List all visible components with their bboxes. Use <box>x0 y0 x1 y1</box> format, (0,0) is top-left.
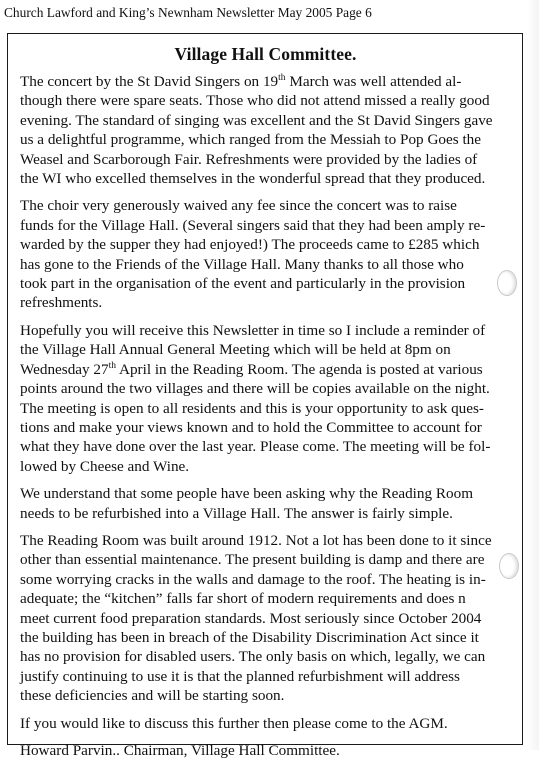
text-line: the building has been in breach of the Disability Discrimination Act since it <box>20 628 479 646</box>
text-line: has no provision for disabled users. The only basis on which, legally, we can <box>20 648 486 666</box>
paragraph-reading-room <box>20 531 511 706</box>
running-head: Church Lawford and King’s Newnham Newsletter May 2005 Page 6 <box>4 5 372 20</box>
text-line: tions and make your views known and to hold the Committee to account for <box>20 418 482 436</box>
text-line: us a delightful programme, which ranged from the Messiah to Pop Goes the <box>20 131 482 149</box>
signature <box>20 741 511 760</box>
paragraph-why-refurbish <box>20 484 511 523</box>
paragraph-concert <box>20 72 511 188</box>
text-line: needs to be refurbished into a Village Hall. The answer is fairly simple. <box>20 504 453 522</box>
paragraph-agm-reminder <box>20 321 511 476</box>
text-line: some worrying cracks in the walls and damage to the roof. The heating is in- <box>20 570 486 588</box>
text-line: If you would like to discuss this further then please come to the AGM. <box>20 714 448 732</box>
text-line: funds for the Village Hall. (Several singers said that they had been amply re- <box>20 216 486 234</box>
text-line: the Village Hall Annual General Meeting which will be held at 8pm on <box>20 341 451 359</box>
punch-hole <box>497 270 517 296</box>
text-line: Wednesday 27th April in the Reading Room. The agenda is posted at various <box>20 360 483 378</box>
scan-edge-shadow <box>527 0 539 750</box>
text-line: The Reading Room was built around 1912. Not a lot has been done to it since <box>20 531 492 549</box>
text-line: lowed by Cheese and Wine. <box>20 457 190 475</box>
text-line: The meeting is open to all residents and this is your opportunity to ask ques- <box>20 399 484 417</box>
text-line: warded by the supper they had enjoyed!) The proceeds came to £285 which <box>20 236 480 254</box>
text-line: The choir very generously waived any fee since the concert was to raise <box>20 197 457 215</box>
article-box <box>7 33 523 759</box>
article-title: Village Hall Committee. <box>174 44 357 64</box>
text-line: meet current food preparation standards. Most seriously since October 2004 <box>20 609 482 627</box>
paragraph-closing <box>20 714 511 733</box>
text-line: evening. The standard of singing was excellent and the St David Singers gave <box>20 111 493 129</box>
text-line: adequate; the “kitchen” falls far short of modern requirements and does n <box>20 590 466 608</box>
text-line: Hopefully you will receive this Newsletter in time so I include a reminder of <box>20 321 486 339</box>
text-line: justify continuing to use it is that the planned refurbishment will address <box>20 667 460 685</box>
text-line: The concert by the St David Singers on 19th March was well attended al- <box>20 73 462 90</box>
text-line: has gone to the Friends of the Village Hall. Many thanks to all those who <box>20 255 464 273</box>
article-body <box>20 72 511 760</box>
text-line: the WI who excelled themselves in the wonderful spread that they produced. <box>20 170 486 188</box>
text-line: took part in the organisation of the event and particularly in the provision <box>20 275 466 293</box>
text-line: other than essential maintenance. The present building is damp and there are <box>20 551 485 569</box>
paragraph-proceeds <box>20 196 511 312</box>
text-line: though there were spare seats. Those who did not attend missed a really good <box>20 92 490 110</box>
text-line: what they have done over the last year. Please come. The meeting will be fol- <box>20 438 491 456</box>
text-line: Weasel and Scarborough Fair. Refreshments were provided by the ladies of <box>20 150 478 168</box>
punch-hole <box>499 553 519 579</box>
text-line: these deficiencies and will be starting soon. <box>20 687 285 705</box>
signature-line: Howard Parvin.. Chairman, Village Hall Committee. <box>20 742 340 759</box>
text-line: We understand that some people have been asking why the Reading Room <box>20 485 474 503</box>
text-line: points around the two villages and there will be copies available on the night. <box>20 380 490 398</box>
text-line: refreshments. <box>20 294 103 312</box>
